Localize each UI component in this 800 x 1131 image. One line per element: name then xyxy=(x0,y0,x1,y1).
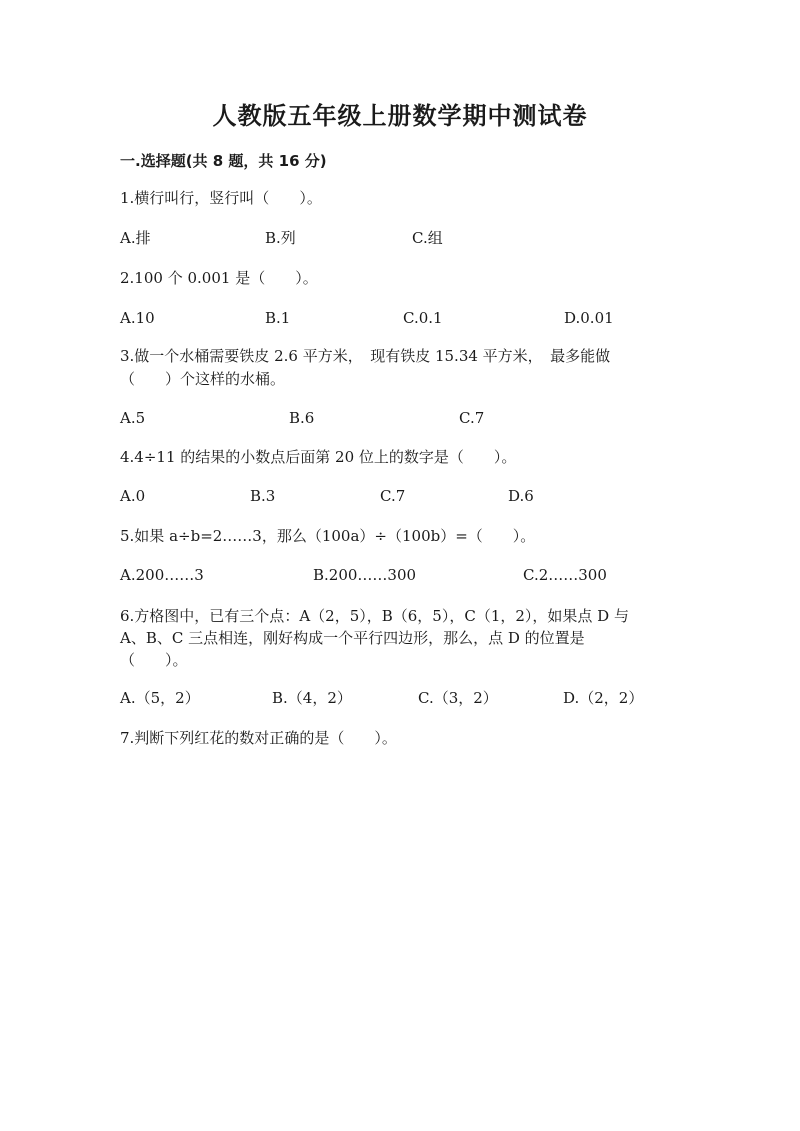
question-6-option-a: A.（5，2） xyxy=(120,689,200,707)
question-4-text: 4.4÷11 的结果的小数点后面第 20 位上的数字是（ ）。 xyxy=(120,448,517,466)
question-5-option-a: A.200……3 xyxy=(120,566,204,584)
question-6-text-line-2: A、B、C 三点相连，刚好构成一个平行四边形，那么，点 D 的位置是 xyxy=(120,629,585,647)
question-4-option-b: B.3 xyxy=(250,487,276,505)
question-3-option-c: C.7 xyxy=(459,409,485,427)
question-7-text: 7.判断下列红花的数对正确的是（ ）。 xyxy=(120,729,397,747)
question-3-option-b: B.6 xyxy=(289,409,315,427)
question-5-option-b: B.200……300 xyxy=(313,566,417,584)
question-6-text-line-3: （ ）。 xyxy=(120,651,188,669)
question-2-option-a: A.10 xyxy=(120,309,155,327)
question-5-text: 5.如果 a÷b=2……3，那么（100a）÷（100b）=（ ）。 xyxy=(120,527,536,545)
question-5-option-c: C.2……300 xyxy=(523,566,607,584)
question-2-text: 2.100 个 0.001 是（ ）。 xyxy=(120,269,318,287)
question-4-option-d: D.6 xyxy=(508,487,534,505)
question-6-option-d: D.（2，2） xyxy=(563,689,644,707)
question-3-text-line-1: 3.做一个水桶需要铁皮 2.6 平方米， 现有铁皮 15.34 平方米， 最多能做 xyxy=(120,347,611,365)
question-2-option-d: D.0.01 xyxy=(564,309,614,327)
question-6-option-b: B.（4，2） xyxy=(272,689,352,707)
question-6-option-c: C.（3，2） xyxy=(418,689,498,707)
question-3-text-line-2: （ ）个这样的水桶。 xyxy=(120,370,286,388)
page-title: 人教版五年级上册数学期中测试卷 xyxy=(212,102,588,130)
question-3-option-a: A.5 xyxy=(120,409,146,427)
question-1-option-b: B.列 xyxy=(265,229,296,247)
question-1-option-c: C.组 xyxy=(412,229,443,247)
question-6-text-line-1: 6.方格图中，已有三个点：A（2，5），B（6，5），C（1，2），如果点 D 与 xyxy=(120,607,629,625)
section-heading: 一.选择题(共 8 题，共 16 分) xyxy=(120,152,327,170)
question-4-option-c: C.7 xyxy=(380,487,406,505)
question-4-option-a: A.0 xyxy=(120,487,146,505)
question-1-text: 1.横行叫行，竖行叫（ ）。 xyxy=(120,189,322,207)
question-1-option-a: A.排 xyxy=(120,229,151,247)
question-2-option-c: C.0.1 xyxy=(403,309,443,327)
question-2-option-b: B.1 xyxy=(265,309,291,327)
